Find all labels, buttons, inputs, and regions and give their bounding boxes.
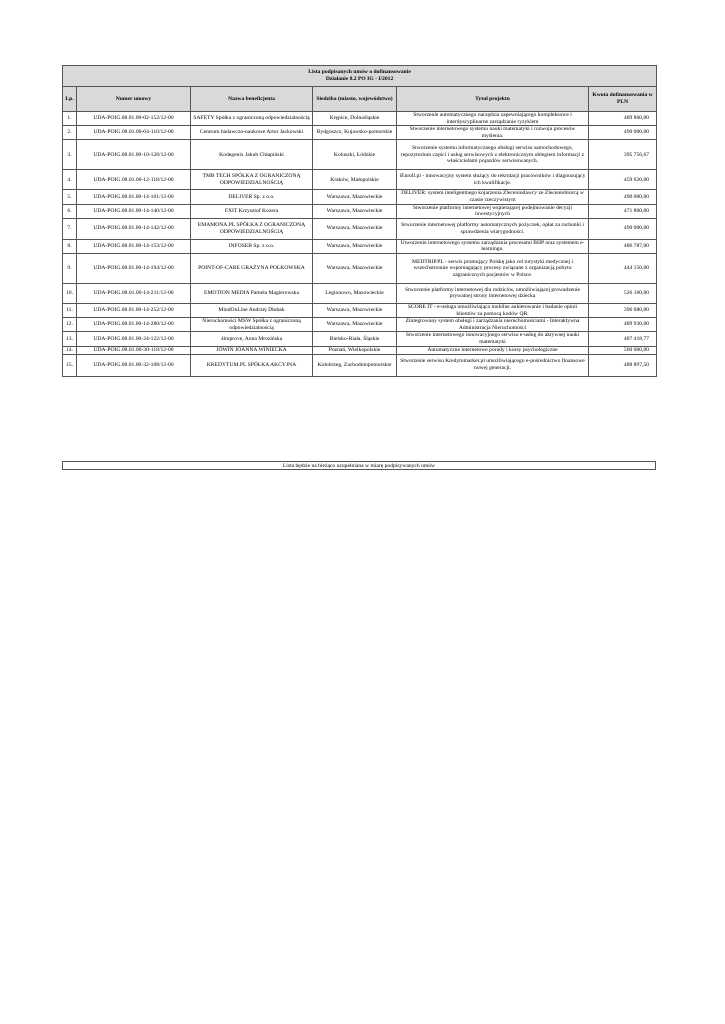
- cell-beneficiary: SAFETY Spółka z ograniczoną odpowiedzialnością: [191, 112, 313, 126]
- cell-contract-number: UDA-POIG.08.01.00-02-152/12-00: [77, 112, 191, 126]
- contracts-table: [62, 65, 657, 377]
- cell-amount: 490 000,00: [589, 218, 657, 239]
- table-row: [63, 354, 657, 376]
- cell-contract-number: UDA-POIG.08.01.00-30-118/12-00: [77, 346, 191, 354]
- header-amount: Kwota dofinansowania w PLN: [589, 87, 657, 112]
- table-body: [63, 112, 657, 377]
- header-seat: Siedziba (miasto, województwo): [313, 87, 397, 112]
- cell-project-title: Stworzenie serwisu Kredytomarket.pl umożliwiającego e-pośrednictwo finansowe nowej generacji.: [397, 354, 589, 376]
- cell-lp: 8.: [63, 239, 77, 253]
- cell-beneficiary: 4improve, Anna Mrozińska: [191, 332, 313, 346]
- table-title: [63, 66, 657, 87]
- cell-lp: 6.: [63, 204, 77, 218]
- cell-project-title: Stworzenie internetowej platformy automatycznych pożyczek, opłat za rachunki i sprawdzenia wiarygodności.: [397, 218, 589, 239]
- cell-seat: Bydgoszcz, Kujawsko-pomorskie: [313, 126, 397, 140]
- cell-project-title: Stworzenie automatycznego narzędzia zapewniającego kompleksowe i interdyscyplinarne zarządzanie ryzykiem: [397, 112, 589, 126]
- cell-seat: Bielsko-Biała, Śląskie: [313, 332, 397, 346]
- cell-amount: 471 800,00: [589, 204, 657, 218]
- cell-project-title: Stworzenie platformy internetowej wspierającej podejmowanie decyzji inwestycyjnych: [397, 204, 589, 218]
- cell-lp: 15.: [63, 354, 77, 376]
- header-project-title: Tytuł projektu: [397, 87, 589, 112]
- table-row: [63, 253, 657, 283]
- cell-contract-number: UDA-POIG.08.01.00-24-122/12-00: [77, 332, 191, 346]
- table-row: [63, 332, 657, 346]
- cell-seat: Warszawa, Mazowieckie: [313, 204, 397, 218]
- cell-seat: Warszawa, Mazowieckie: [313, 218, 397, 239]
- table-row: [63, 218, 657, 239]
- cell-seat: Warszawa, Mazowieckie: [313, 253, 397, 283]
- cell-project-title: MEDTRIP.PL - serwis promujący Polskę jako cel turystyki medycznej i wszechstronnie wspomagający procesy związane z organizacją pobytu zagranicznych pacjentów w Polsce.: [397, 253, 589, 283]
- header-row: [63, 87, 657, 112]
- cell-amount: 488 897,50: [589, 354, 657, 376]
- cell-seat: Legionowo, Mazowieckie: [313, 283, 397, 303]
- cell-lp: 7.: [63, 218, 77, 239]
- cell-contract-number: UDA-POIG.08.01.00-14-142/12-00: [77, 218, 191, 239]
- cell-seat: Koluszki, Łódzkie: [313, 140, 397, 170]
- table-row: [63, 204, 657, 218]
- cell-lp: 3.: [63, 140, 77, 170]
- cell-project-title: Automatyczne internetowe porady i kursy psychologiczne: [397, 346, 589, 354]
- cell-contract-number: UDA-POIG.08.01.00-14-280/12-00: [77, 318, 191, 332]
- table-row: [63, 346, 657, 354]
- cell-seat: Warszawa, Mazowieckie: [313, 190, 397, 204]
- cell-project-title: Stworzenie platformy internetowej dla rodziców, umożliwiającej prowadzenie prywatnej strony internetowej dziecka: [397, 283, 589, 303]
- cell-lp: 14.: [63, 346, 77, 354]
- cell-amount: 486 787,00: [589, 239, 657, 253]
- table-row: [63, 190, 657, 204]
- cell-amount: 560 000,00: [589, 346, 657, 354]
- cell-contract-number: UDA-POIG.08.01.00-14-211/12-00: [77, 283, 191, 303]
- cell-contract-number: UDA-POIG.08.01.00-10-128/12-00: [77, 140, 191, 170]
- cell-seat: Warszawa, Mazowieckie: [313, 303, 397, 317]
- cell-seat: Poznań, Wielkopolskie: [313, 346, 397, 354]
- cell-lp: 4.: [63, 170, 77, 190]
- cell-amount: 526 160,00: [589, 283, 657, 303]
- cell-seat: Warszawa, Mazowieckie: [313, 318, 397, 332]
- cell-contract-number: UDA-POIG.08.01.00-14-140/12-00: [77, 204, 191, 218]
- table-title-row: [63, 66, 657, 87]
- cell-lp: 10.: [63, 283, 77, 303]
- cell-seat: Kołobrzeg, Zachodniopomorskie: [313, 354, 397, 376]
- cell-project-title: iEnroll.pl - innowacyjny system służący do rekrutacji pracowników i diagnozujący ich kwalifikacje.: [397, 170, 589, 190]
- footer-note: Lista będzie na bieżąco uzupełniana w miarę podpisywanych umów: [62, 461, 656, 470]
- cell-beneficiary: TMB TECH SPÓŁKA Z OGRANICZONĄ ODPOWIEDZIALNOŚCIĄ: [191, 170, 313, 190]
- table-row: [63, 318, 657, 332]
- table-row: [63, 126, 657, 140]
- cell-project-title: DELIVER: system inteligentnego kojarzenia Zleceniodawcy ze Zleceniobiorcą w czasie rzeczywistym: [397, 190, 589, 204]
- cell-seat: Krępice, Dolnośląskie: [313, 112, 397, 126]
- cell-beneficiary: Nieruchomości MSW Spółka z ograniczoną odpowiedzialnością: [191, 318, 313, 332]
- cell-contract-number: UDA-POIG.08.01.00-32-108/12-00: [77, 354, 191, 376]
- cell-contract-number: UDA-POIG.08.01.00-14-153/12-00: [77, 239, 191, 253]
- cell-lp: 13.: [63, 332, 77, 346]
- table-row: [63, 303, 657, 317]
- header-lp: Lp.: [63, 87, 77, 112]
- cell-seat: Kraków, Małopolskie: [313, 170, 397, 190]
- cell-amount: 490 000,00: [589, 190, 657, 204]
- cell-lp: 9.: [63, 253, 77, 283]
- cell-seat: Warszawa, Mazowieckie: [313, 239, 397, 253]
- cell-amount: 487 418,77: [589, 332, 657, 346]
- cell-project-title: SCORE IT - e-usługa umożliwiająca mobilne ankietowanie i badanie opinii klientów za pomocą kodów QR.: [397, 303, 589, 317]
- cell-project-title: Utworzenie internetowego systemu zarządzania procesami BHP oraz systemem e-learningu.: [397, 239, 589, 253]
- cell-amount: 489 860,00: [589, 112, 657, 126]
- table-row: [63, 239, 657, 253]
- title-line-1: Lista podpisanych umów o dofinansowanie: [308, 69, 411, 76]
- table-row: [63, 170, 657, 190]
- cell-lp: 2.: [63, 126, 77, 140]
- cell-project-title: Stworzenie internetowego systemu nauki matematyki i rozwoju procesów myślenia.: [397, 126, 589, 140]
- header-beneficiary: Nazwa beneficjenta: [191, 87, 313, 112]
- table-row: [63, 112, 657, 126]
- cell-contract-number: UDA-POIG.08.01.00-14-101/12-00: [77, 190, 191, 204]
- cell-amount: 489 930,00: [589, 318, 657, 332]
- title-line-2: Działanie 8.2 PO IG - I/2012: [325, 76, 394, 82]
- cell-amount: 490 000,00: [589, 126, 657, 140]
- cell-amount: 395 756,67: [589, 140, 657, 170]
- cell-beneficiary: INFOSEB Sp. z o.o.: [191, 239, 313, 253]
- cell-beneficiary: MindOnLine Andrzej Dłubak: [191, 303, 313, 317]
- cell-beneficiary: KREDYTUM.PL SPÓŁKA AKCYJNA: [191, 354, 313, 376]
- document-sheet: [62, 65, 656, 377]
- cell-lp: 1.: [63, 112, 77, 126]
- cell-project-title: Stworzenie internetowego innowacyjnego serwisu e-usług do aktywnej nauki matematyki: [397, 332, 589, 346]
- cell-amount: 396 080,00: [589, 303, 657, 317]
- cell-beneficiary: DELIVER Sp. z o.o.: [191, 190, 313, 204]
- table-row: [63, 140, 657, 170]
- cell-project-title: Stworzenie systemu informatycznego obsługi serwisu samochodowego, repozytorium części i usług serwisowych z elektronicznym obiegiem informacji z właścicielami pojazdów serwisowanych.: [397, 140, 589, 170]
- cell-lp: 12.: [63, 318, 77, 332]
- cell-contract-number: UDA-POIG.08.01.00-12-118/12-00: [77, 170, 191, 190]
- cell-beneficiary: EMOTION MEDIA Pamela Magierowska: [191, 283, 313, 303]
- header-contract-number: Numer umowy: [77, 87, 191, 112]
- cell-contract-number: UDA-POIG.08.01.00-04-110/12-00: [77, 126, 191, 140]
- cell-beneficiary: Kodegenix Jakub Chłapiński: [191, 140, 313, 170]
- cell-contract-number: UDA-POIG.08.01.00-14-194/12-00: [77, 253, 191, 283]
- cell-beneficiary: POINT-OF-CARE GRAŻYNA POLKOWSKA: [191, 253, 313, 283]
- cell-amount: 444 150,00: [589, 253, 657, 283]
- table-row: [63, 283, 657, 303]
- cell-beneficiary: JOWIN JOANNA WINIECKA: [191, 346, 313, 354]
- cell-lp: 11.: [63, 303, 77, 317]
- cell-beneficiary: EMAMONA.PL SPÓŁKA Z OGRANICZONĄ ODPOWIEDZIALNOŚCIĄ: [191, 218, 313, 239]
- cell-contract-number: UDA-POIG.08.01.00-14-252/12-00: [77, 303, 191, 317]
- cell-beneficiary: FXIT Krzysztof Kozera: [191, 204, 313, 218]
- cell-lp: 5.: [63, 190, 77, 204]
- cell-beneficiary: Centrum badawczo-naukowe Artur Jackowski: [191, 126, 313, 140]
- cell-project-title: Zintegrowany system obsługi i zarządzania nieruchomościami - Interaktywna Administracja Nieruchomości: [397, 318, 589, 332]
- cell-amount: 459 620,00: [589, 170, 657, 190]
